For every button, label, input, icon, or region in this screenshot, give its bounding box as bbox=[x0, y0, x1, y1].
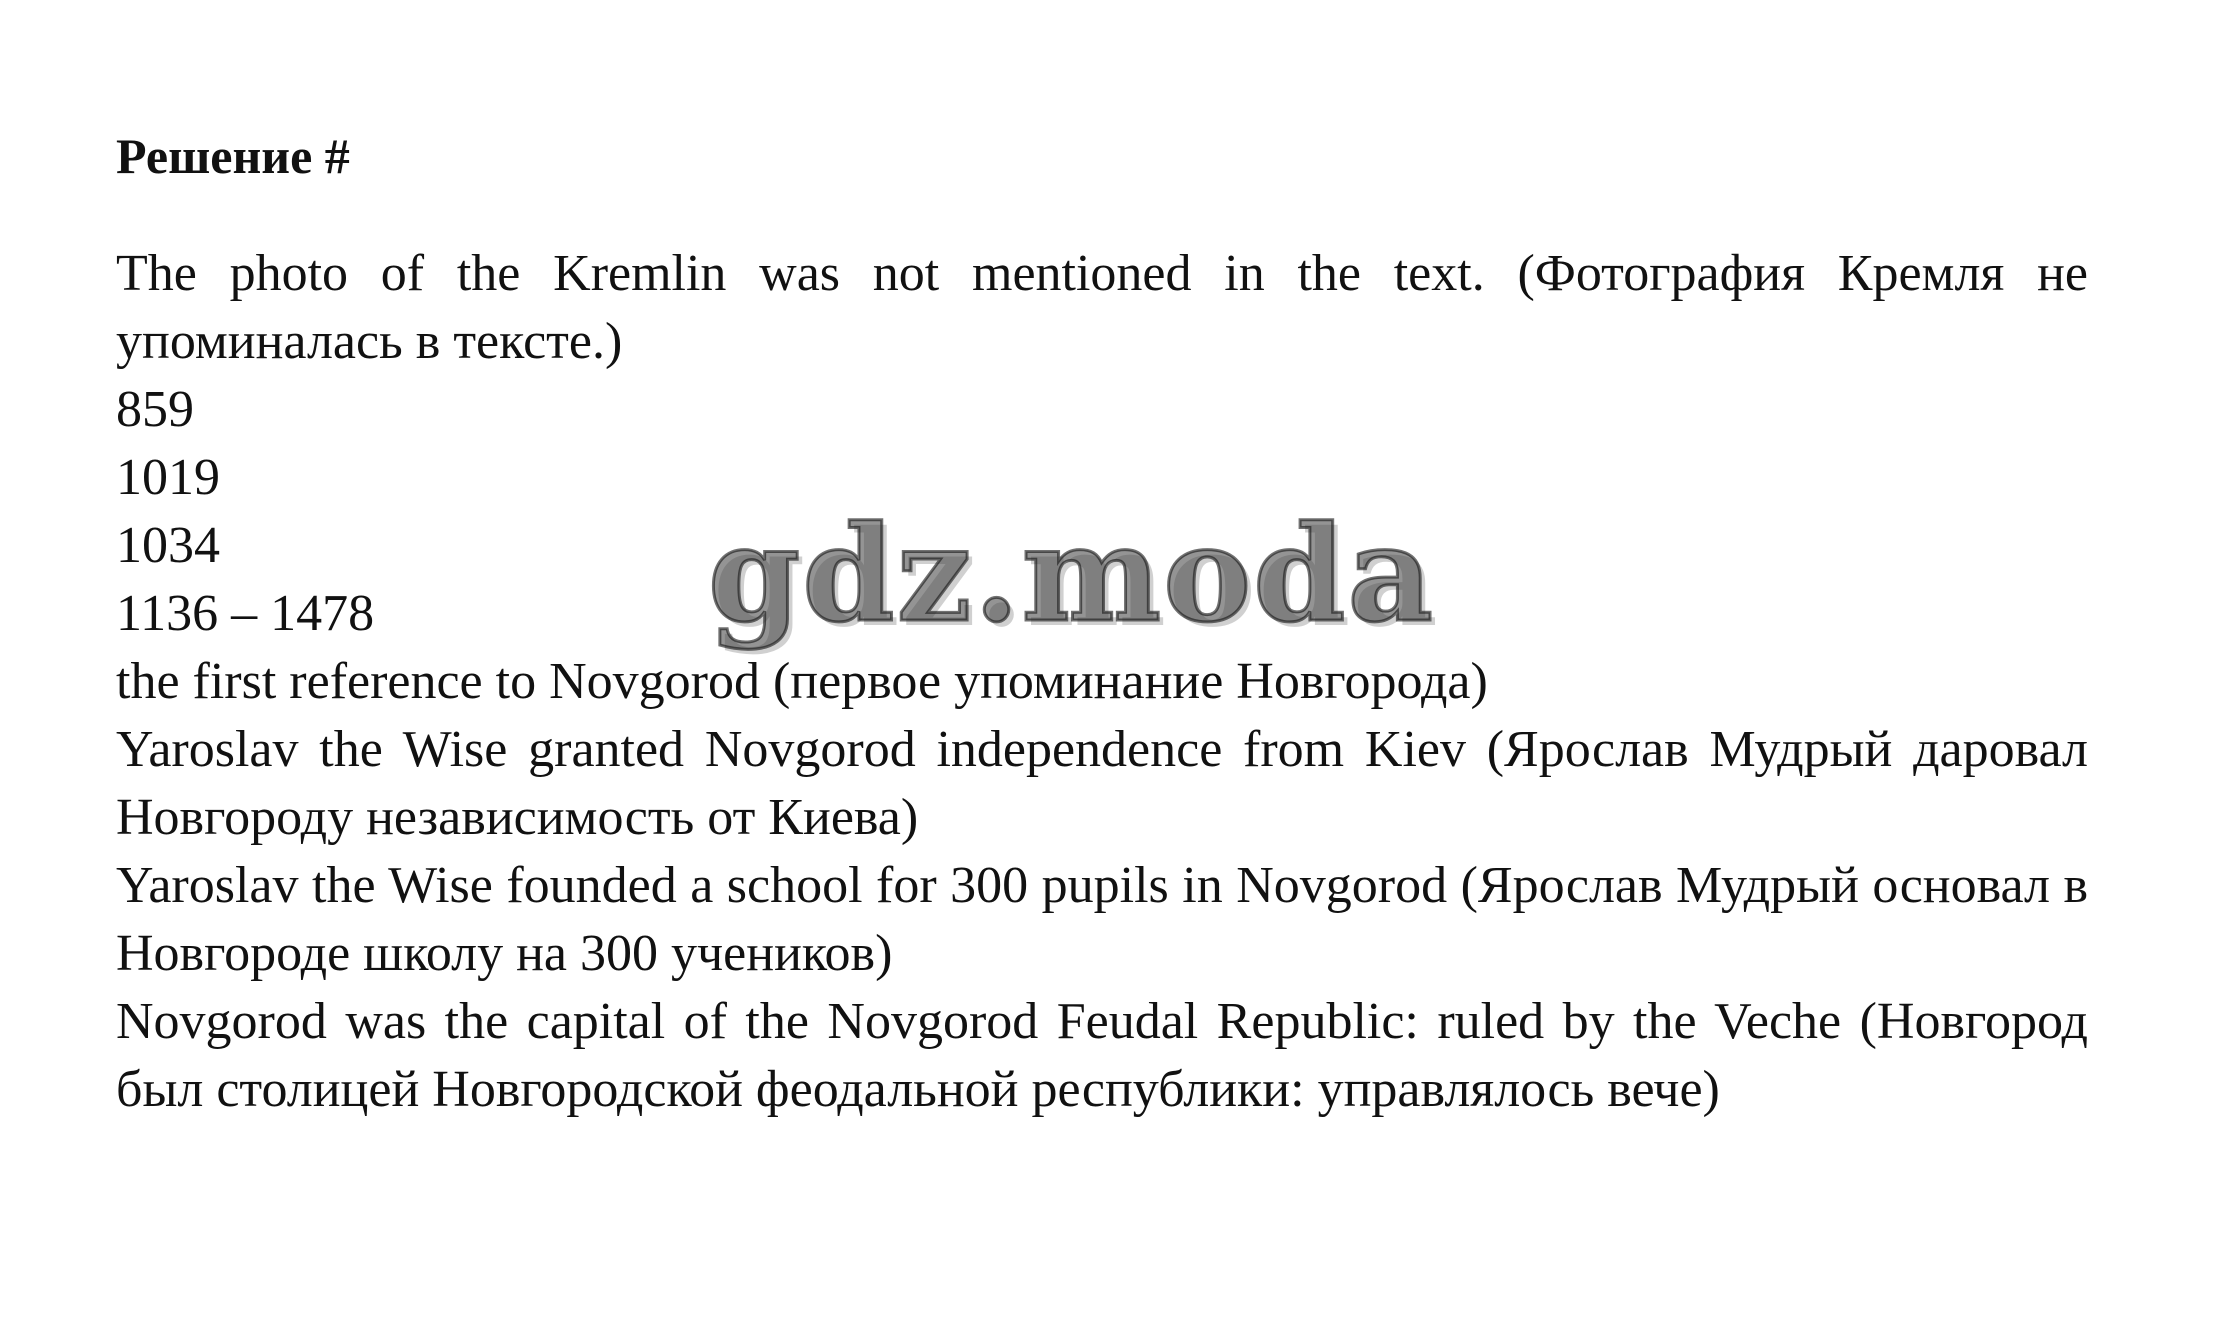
answer-year-859: 859 bbox=[116, 381, 194, 438]
answer-school: Yaroslav the Wise founded a school for 300 pupils in Novgorod (Ярослав Мудрый основал в Новгороде школу на 300 учеников) bbox=[116, 857, 2088, 982]
answer-kremlin-photo: The photo of the Kremlin was not mentioned in the text. (Фотография Кремля не упоминалась в тексте.) bbox=[116, 245, 2088, 370]
answer-independence: Yaroslav the Wise granted Novgorod independence from Kiev (Ярослав Мудрый даровал Новгороду независимость от Киева) bbox=[116, 721, 2088, 846]
answer-year-1034: 1034 bbox=[116, 517, 220, 574]
solution-body bbox=[116, 240, 2088, 1124]
answer-year-range: 1136 – 1478 bbox=[116, 585, 375, 642]
answer-first-reference: the first reference to Novgorod (первое упоминание Новгорода) bbox=[116, 653, 1488, 710]
watermark-logo: gdz.moda bbox=[708, 497, 1436, 652]
solution-heading: Решение # bbox=[116, 128, 350, 184]
answer-year-1019: 1019 bbox=[116, 449, 220, 506]
answer-republic: Novgorod was the capital of the Novgorod Feudal Republic: ruled by the Veche (Новгород был столицей Новгородской феодальной республики: управлялось вече) bbox=[116, 993, 2088, 1118]
